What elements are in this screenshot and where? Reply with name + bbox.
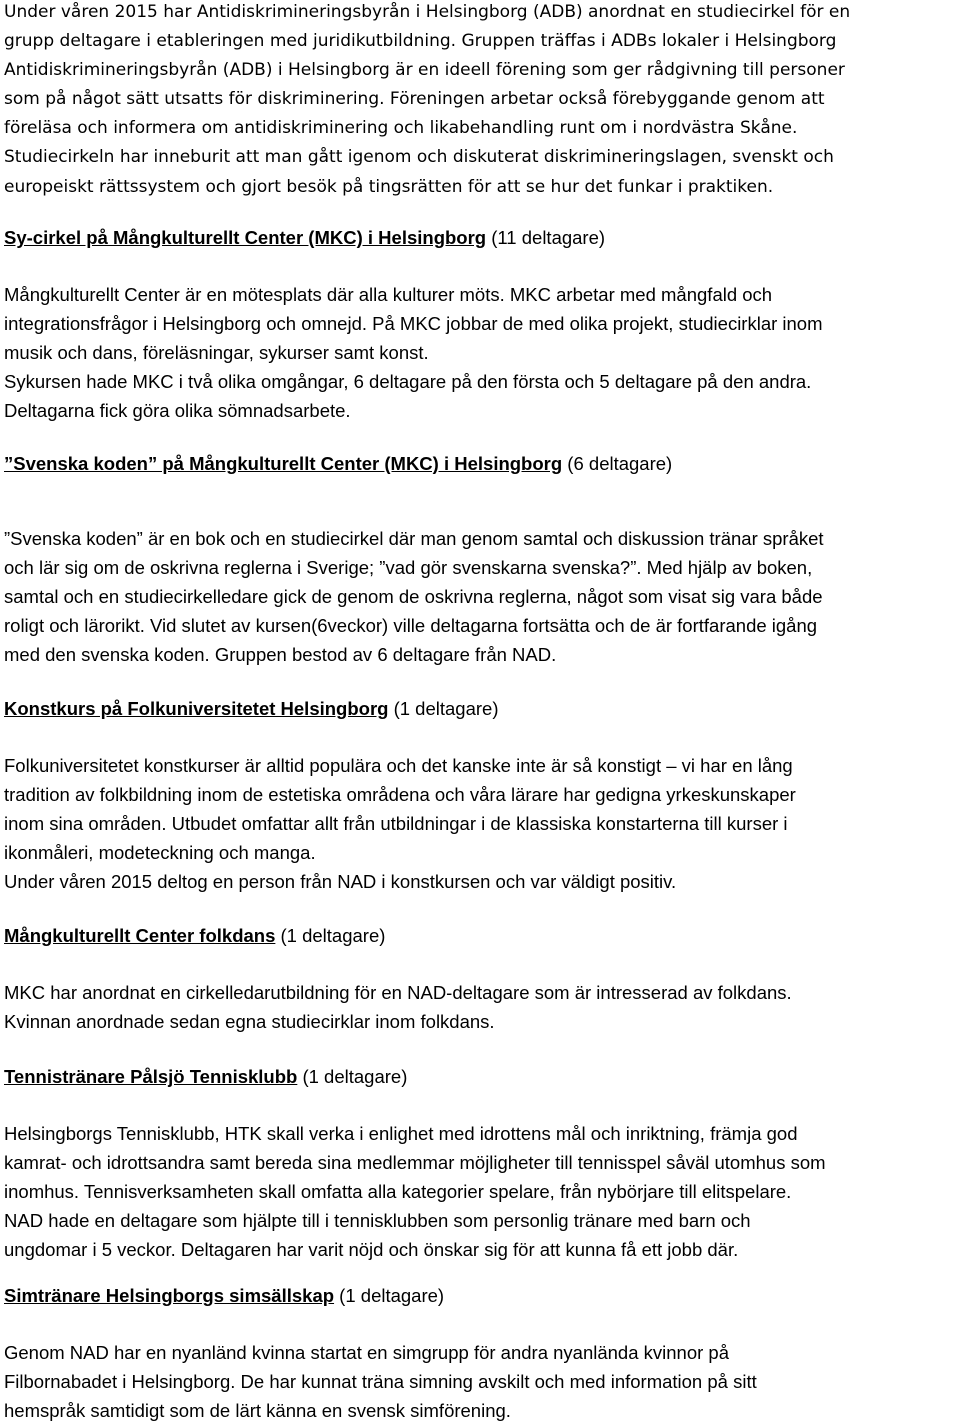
intro-line: som på något sätt utsatts för diskriminering. Föreningen arbetar också förebyggande genom att	[4, 89, 825, 110]
paragraph-line: ”Svenska koden” är en bok och en studiecirkel där man genom samtal och diskussion tränar språket	[4, 528, 824, 549]
intro-line: Antidiskrimineringsbyrån (ADB) i Helsingborg är en ideell förening som ger rådgivning till personer	[4, 60, 845, 81]
section-body-sy-cirkel	[4, 280, 823, 425]
paragraph-line: samtal och en studiecirkelledare gick de genom de oskrivna reglerna, något som visat sig vara både	[4, 586, 823, 607]
section-heading	[4, 449, 672, 478]
section-sy-cirkel	[4, 223, 605, 252]
section-count: (1 deltagare)	[388, 698, 499, 719]
section-title: Simtränare Helsingborgs simsällskap	[4, 1285, 335, 1306]
intro-paragraph	[4, 0, 850, 202]
section-title: Sy-cirkel på Mångkulturellt Center (MKC) i Helsingborg	[4, 227, 487, 248]
section-heading	[4, 1281, 444, 1310]
intro-line: Studiecirkeln har inneburit att man gått igenom och diskuterat diskrimineringslagen, svenskt och	[4, 147, 834, 168]
paragraph-line: ikonmåleri, modeteckning och manga.	[4, 842, 316, 863]
section-title: Tennistränare Pålsjö Tennisklubb	[4, 1066, 298, 1087]
section-simtranare	[4, 1281, 444, 1310]
paragraph-line: MKC har anordnat en cirkelledarutbildning för en NAD-deltagare som är intresserad av folkdans.	[4, 982, 792, 1003]
section-body-svenska-koden	[4, 524, 824, 669]
paragraph-line: inomhus. Tennisverksamheten skall omfatta alla kategorier spelare, från nybörjare till elitspelare.	[4, 1181, 792, 1202]
section-body-tennis	[4, 1119, 826, 1264]
paragraph-line: NAD hade en deltagare som hjälpte till i tennisklubben som personlig tränare med barn och	[4, 1210, 751, 1231]
paragraph-line: Deltagarna fick göra olika sömnadsarbete.	[4, 400, 351, 421]
intro-line: grupp deltagare i etableringen med juridikutbildning. Gruppen träffas i ADBs lokaler i Helsingborg	[4, 31, 837, 52]
paragraph-line: med den svenska koden. Gruppen bestod av 6 deltagare från NAD.	[4, 644, 557, 665]
section-heading	[4, 694, 499, 723]
section-count: (1 deltagare)	[334, 1285, 445, 1306]
section-svenska-koden	[4, 449, 672, 478]
section-heading	[4, 921, 385, 950]
paragraph-line: hemspråk samtidigt som de lärt känna en svensk simförening.	[4, 1400, 511, 1421]
paragraph-line: Helsingborgs Tennisklubb, HTK skall verka i enlighet med idrottens mål och inriktning, främja god	[4, 1123, 798, 1144]
paragraph-line: Folkuniversitetet konstkurser är alltid populära och det kanske inte är så konstigt – vi har en lång	[4, 755, 793, 776]
paragraph-line: Sykursen hade MKC i två olika omgångar, 6 deltagare på den första och 5 deltagare på den andra.	[4, 371, 812, 392]
paragraph-line: ungdomar i 5 veckor. Deltagaren har varit nöjd och önskar sig för att kunna få ett jobb där.	[4, 1239, 739, 1260]
section-title: ”Svenska koden” på Mångkulturellt Center (MKC) i Helsingborg	[4, 453, 563, 474]
section-title: Konstkurs på Folkuniversitetet Helsingborg	[4, 698, 389, 719]
paragraph-line: kamrat- och idrottsandra samt bereda sina medlemmar möjligheter till tennisspel såväl utomhus som	[4, 1152, 826, 1173]
section-body-folkdans	[4, 978, 792, 1036]
intro-line: Under våren 2015 har Antidiskrimineringsbyrån i Helsingborg (ADB) anordnat en studiecirkel för en	[4, 2, 851, 22]
paragraph-line: inom sina områden. Utbudet omfattar allt från utbildningar i de klassiska konstarterna till kurser i	[4, 813, 788, 834]
section-count: (1 deltagare)	[275, 925, 386, 946]
paragraph-line: Mångkulturellt Center är en mötesplats där alla kulturer möts. MKC arbetar med mångfald och	[4, 284, 773, 305]
paragraph-line: musik och dans, föreläsningar, sykurser samt konst.	[4, 342, 429, 363]
section-title: Mångkulturellt Center folkdans	[4, 925, 276, 946]
section-tennis	[4, 1062, 407, 1091]
section-count: (1 deltagare)	[297, 1066, 408, 1087]
paragraph-line: Under våren 2015 deltog en person från NAD i konstkursen och var väldigt positiv.	[4, 871, 677, 892]
paragraph-line: och lär sig om de oskrivna reglerna i Sverige; ”vad gör svenskarna svenska?”. Med hjälp av boken,	[4, 557, 813, 578]
section-body-konstkurs	[4, 751, 796, 896]
intro-line: föreläsa och informera om antidiskriminering och likabehandling runt om i nordvästra Skåne.	[4, 118, 798, 139]
paragraph-line: Kvinnan anordnade sedan egna studiecirklar inom folkdans.	[4, 1011, 495, 1032]
section-konstkurs	[4, 694, 499, 723]
intro-line: europeiskt rättssystem och gjort besök på tingsrätten för att se hur det funkar i praktiken.	[4, 176, 774, 197]
section-count: (11 deltagare)	[486, 227, 606, 248]
section-folkdans	[4, 921, 385, 950]
paragraph-line: integrationsfrågor i Helsingborg och omnejd. På MKC jobbar de med olika projekt, studiecirklar inom	[4, 313, 823, 334]
paragraph-line: Filbornabadet i Helsingborg. De har kunnat träna simning avskilt och med information på sitt	[4, 1371, 757, 1392]
section-count: (6 deltagare)	[562, 453, 673, 474]
paragraph-line: tradition av folkbildning inom de estetiska områdena och våra lärare har gedigna yrkeskunskaper	[4, 784, 796, 805]
section-heading	[4, 1062, 407, 1091]
paragraph-line: roligt och lärorikt. Vid slutet av kursen(6veckor) ville deltagarna fortsätta och de är fortfarande igång	[4, 615, 818, 636]
section-body-simtranare	[4, 1338, 757, 1425]
paragraph-line: Genom NAD har en nyanländ kvinna startat en simgrupp för andra nyanländа kvinnor på	[4, 1342, 730, 1363]
section-heading	[4, 223, 605, 252]
